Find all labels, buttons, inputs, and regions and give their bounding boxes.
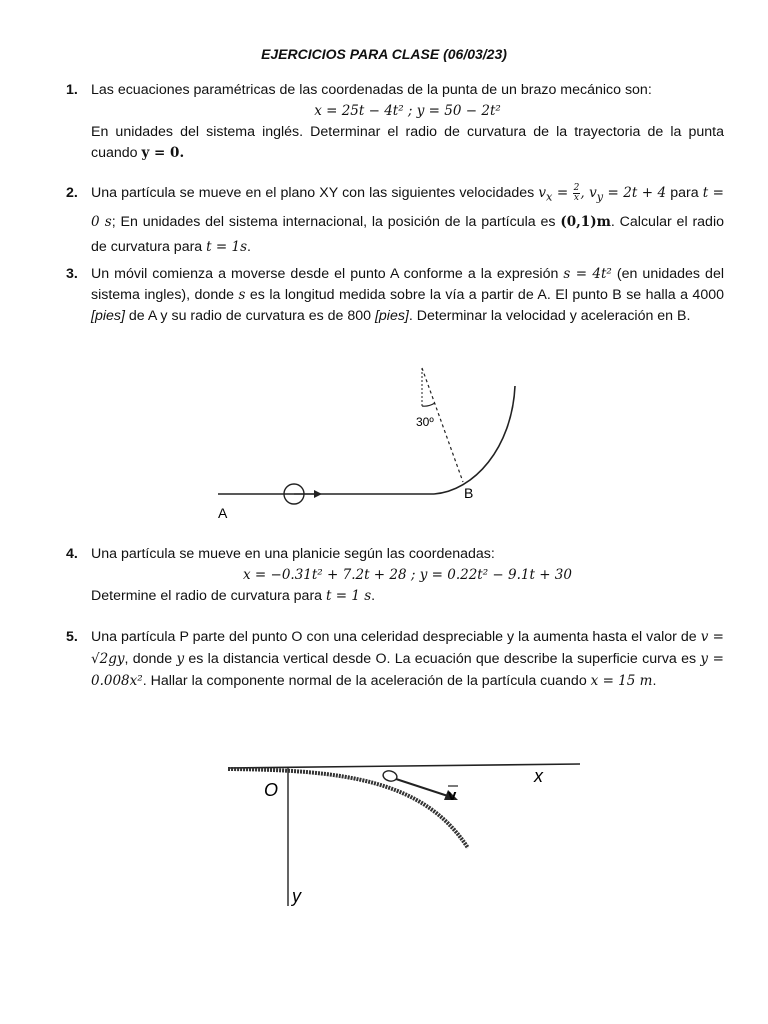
exercise-number: 4. [66,546,78,562]
exercise-text: Una partícula P parte del punto O con una celeridad despreciable y la aumenta hasta el valor de v = √2gy, donde y es la distancia vertical desde O. La ecuación que describe la superficie curva es y = 0.008x². Hallar la componente normal de la aceleración de la partícula cuando x = 15 m. [91,629,724,689]
condition: t = 1 s [326,588,372,604]
surface-figure [224,740,584,920]
exercise-number: 1. [66,82,78,98]
exercise-text: Una partícula se mueve en el plano XY con las siguientes velocidades $v_x$ = $\frac{2}{x}$ , $v_y = 2t + 4$ para t = 0 s; En unidades del sistema internacional, la posición de la partícula es (0,1)m. Calcular el radio de curvatura para t = 1s. [91,183,724,255]
position: (0,1)m [560,213,611,230]
equation: x = −0.31t² + 7.2t + 28 ; y = 0.22t² − 9.1t + 30 [243,567,572,583]
condition: x = 15 m [590,673,653,689]
exercise-text: Las ecuaciones paramétricas de las coordenadas de la punta de un brazo mecánico son: [91,82,652,98]
exercise-5 [66,626,724,692]
exercise-text: En unidades del sistema inglés. Determinar el radio de curvatura de la trayectoria de la punta cuando y = 0. [91,124,724,161]
exercise-1 [66,80,724,164]
point-b-label: B [464,485,474,501]
velocity-x: $v_x$ = $\frac{2}{x}$ , $v_y = 2t + 4$ [538,183,667,204]
curve-equation: y = 0.008x² [91,651,724,689]
condition: y = 0. [141,145,185,161]
point-a-label: A [218,505,228,521]
exercise-text: Un móvil comienza a moverse desde el punto A conforme a la expresión s = 4t² (en unidades del sistema ingles), donde s es la longitud medida sobre la vía a partir de A. El punto B se halla a 4000 [pies] de A y su radio de curvatura es de 800 [pies]. Determinar la velocidad y aceleración en B. [91,266,724,324]
exercise-3 [66,264,724,327]
x-axis [228,764,580,768]
expression: s = 4t² [563,266,612,282]
exercise-number: 2. [66,185,78,201]
exercise-text: Determine el radio de curvatura para t = 1 s. [91,588,376,604]
angle-label: 30º [416,415,434,429]
exercise-number: 5. [66,629,78,645]
origin-label: O [264,780,279,800]
particle [382,769,398,782]
page-title: EJERCICIOS PARA CLASE (06/03/23) [261,46,507,62]
track-figure [212,358,532,528]
arrow-head [314,490,322,498]
velocity-expression: v = √2gy [91,629,724,667]
vector-label: v [448,787,457,804]
y-axis-label: y [292,886,301,906]
track-curve [434,386,515,494]
exercise-text: Una partícula se mueve en una planicie según las coordenadas: [91,546,495,562]
exercise-2 [66,181,724,260]
exercise-number: 3. [66,266,78,282]
equation: x = 25t − 4t² ; y = 50 − 2t² [314,103,501,119]
exercise-4 [66,544,724,607]
x-axis-label: x [534,766,543,786]
angle-arc [422,403,435,406]
